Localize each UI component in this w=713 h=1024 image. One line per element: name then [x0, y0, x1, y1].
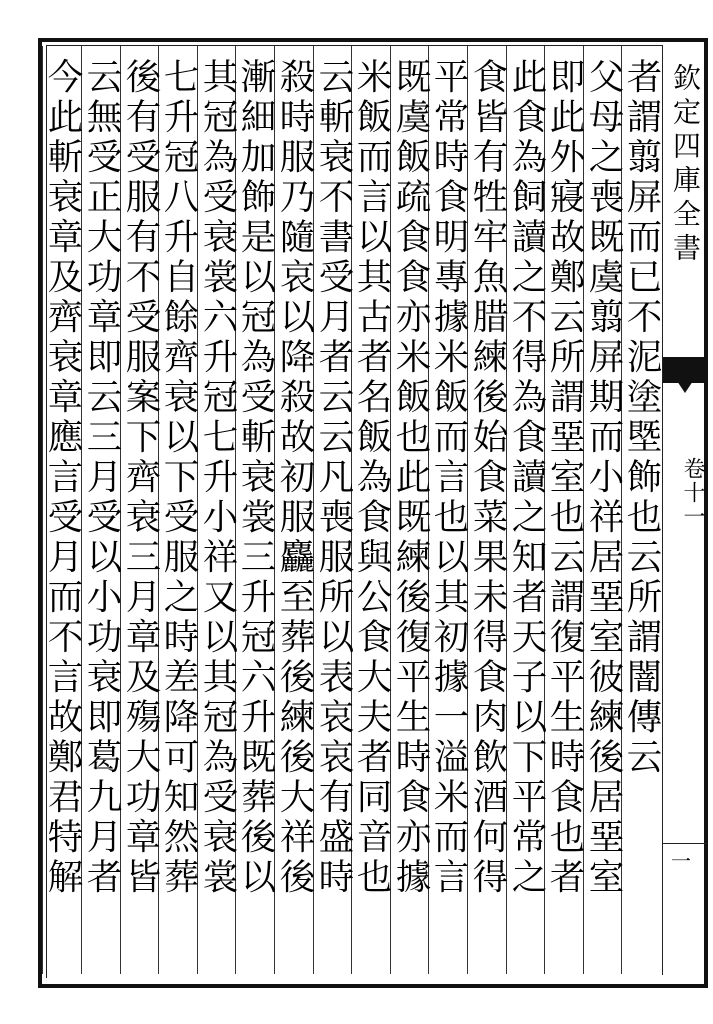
- page-number: 一: [671, 849, 691, 873]
- column-text-tail: 食肉飲酒何得: [467, 658, 508, 898]
- column-text-tail: 據一溢米而言: [428, 658, 469, 898]
- page-margin: [662, 45, 706, 975]
- column-text: 今此斬衰章及齊衰章應言受月而不: [42, 58, 83, 658]
- column-text: 既虞飯疏食食亦米飯也此既練後復: [390, 58, 431, 658]
- column-text-tail: 平生時食也者: [544, 658, 585, 898]
- text-column: [349, 58, 393, 968]
- text-column: [465, 58, 509, 968]
- column-text-tail: 彼練後居堊室: [583, 658, 624, 898]
- text-column: [504, 58, 548, 968]
- text-column: [79, 58, 123, 968]
- text-column: [195, 58, 239, 968]
- text-column: [311, 58, 355, 968]
- column-text-tail: 闇傳云: [621, 658, 662, 778]
- text-column: [233, 58, 277, 968]
- volume-number: 卷十一: [680, 457, 705, 529]
- margin-rule: [663, 843, 707, 844]
- column-text: 者謂翦屏而已不泥塗塈飾也云所謂: [621, 58, 662, 658]
- text-column: [581, 58, 625, 968]
- column-text: 漸細加飾是以冠為受斬衰裳三升冠: [235, 58, 276, 658]
- column-text: 後有受服有不受服案下齊衰三月章: [120, 58, 161, 658]
- text-column: [542, 58, 586, 968]
- column-text-tail: 六升既葬後以: [235, 658, 276, 898]
- column-text: 七升冠八升自餘齊衰以下受服之時: [158, 58, 199, 658]
- text-column: [40, 58, 84, 968]
- column-text-tail: 言故鄭君特解: [42, 658, 83, 898]
- column-text: 云無受正大功章即云三月受以小功: [81, 58, 122, 658]
- column-text-tail: 平生時食亦據: [390, 658, 431, 898]
- text-column: [388, 58, 432, 968]
- column-text: 平常時食明專據米飯而言也以其初: [428, 58, 469, 658]
- text-column: [426, 58, 470, 968]
- column-text: 食皆有牲牢魚腊練後始食菜果未得: [467, 58, 508, 658]
- column-text: 米飯而言以其古者名飯為食與公食: [351, 58, 392, 658]
- column-text: 云斬衰不書受月者云云凡喪服所以: [313, 58, 354, 658]
- text-column: [118, 58, 162, 968]
- column-text: 即此外寢故鄭云所謂堊室也云謂復: [544, 58, 585, 658]
- book-title: 欽定四庫全書: [669, 63, 702, 267]
- column-text: 此食為飼讀之不得為食讀之知者天: [506, 58, 547, 658]
- text-column: [619, 58, 663, 968]
- column-text-tail: 子以下平常之: [506, 658, 547, 898]
- text-column: [156, 58, 200, 968]
- column-text-tail: 差降可知然葬: [158, 658, 199, 898]
- column-text-tail: 表哀哀有盛時: [313, 658, 354, 898]
- column-text: 其冠為受衰裳六升冠七升小祥又以: [197, 58, 238, 658]
- column-text: 殺時服乃隨哀以降殺故初服麤至葬: [274, 58, 315, 658]
- column-text-tail: 後練後大祥後: [274, 658, 315, 898]
- fishtail-mark-icon: [663, 357, 707, 383]
- column-text-tail: 及殤大功章皆: [120, 658, 161, 898]
- text-column: [272, 58, 316, 968]
- column-text-tail: 大夫者同音也: [351, 658, 392, 898]
- column-text-tail: 衰即葛九月者: [81, 658, 122, 898]
- column-text-tail: 其冠為受衰裳: [197, 658, 238, 898]
- column-text: 父母之喪既虞翦屏期而小祥居堊室: [583, 58, 624, 658]
